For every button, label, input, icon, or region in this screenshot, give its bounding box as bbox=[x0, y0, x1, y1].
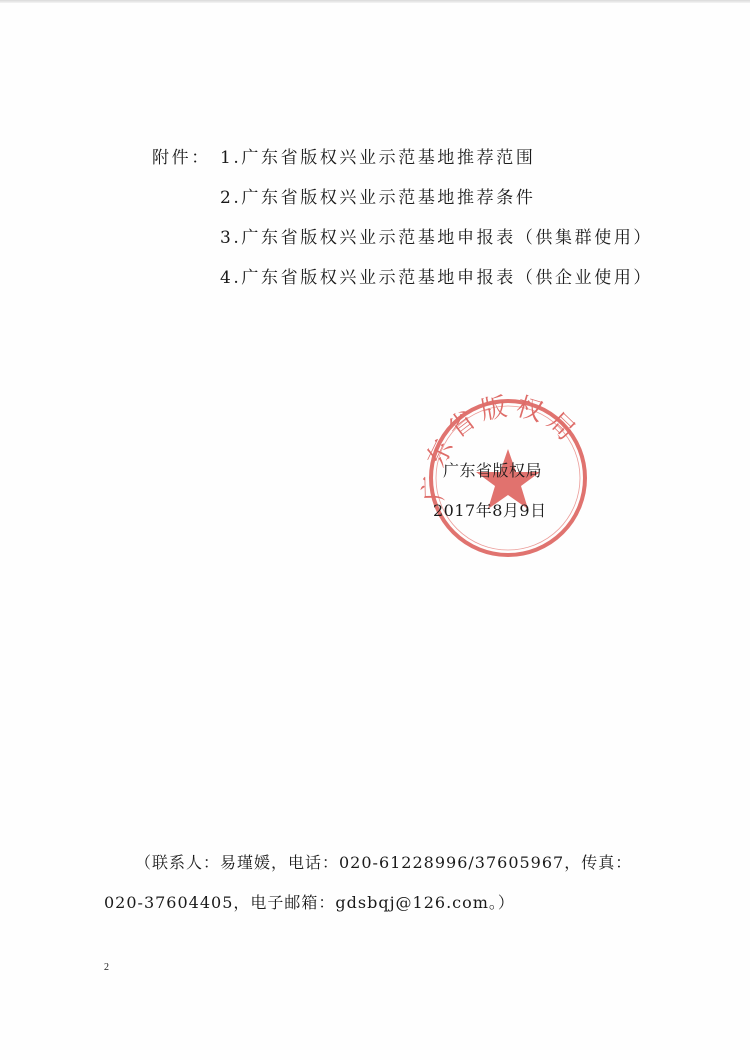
page-number: 2 bbox=[104, 962, 109, 973]
attachment-item-4: 4.广东省版权兴业示范基地申报表（供企业使用） bbox=[220, 268, 654, 288]
attachment-item-1: 1.广东省版权兴业示范基地推荐范围 bbox=[220, 148, 536, 168]
issue-date: 2017年8月9日 bbox=[433, 501, 547, 520]
contact-line-1: （联系人：易瑾媛，电话：020-61228996/37605967，传真： bbox=[135, 853, 633, 872]
attachment-item-3: 3.广东省版权兴业示范基地申报表（供集群使用） bbox=[220, 228, 654, 248]
contact-line-2: 020-37604405，电子邮箱：gdsbqj@126.com。） bbox=[104, 893, 515, 912]
issuer-name: 广东省版权局 bbox=[443, 461, 543, 480]
seal-text: 广东省版权局 bbox=[418, 391, 585, 502]
attachment-item-2: 2.广东省版权兴业示范基地推荐条件 bbox=[220, 188, 536, 208]
attachments-label: 附件： bbox=[152, 148, 211, 168]
